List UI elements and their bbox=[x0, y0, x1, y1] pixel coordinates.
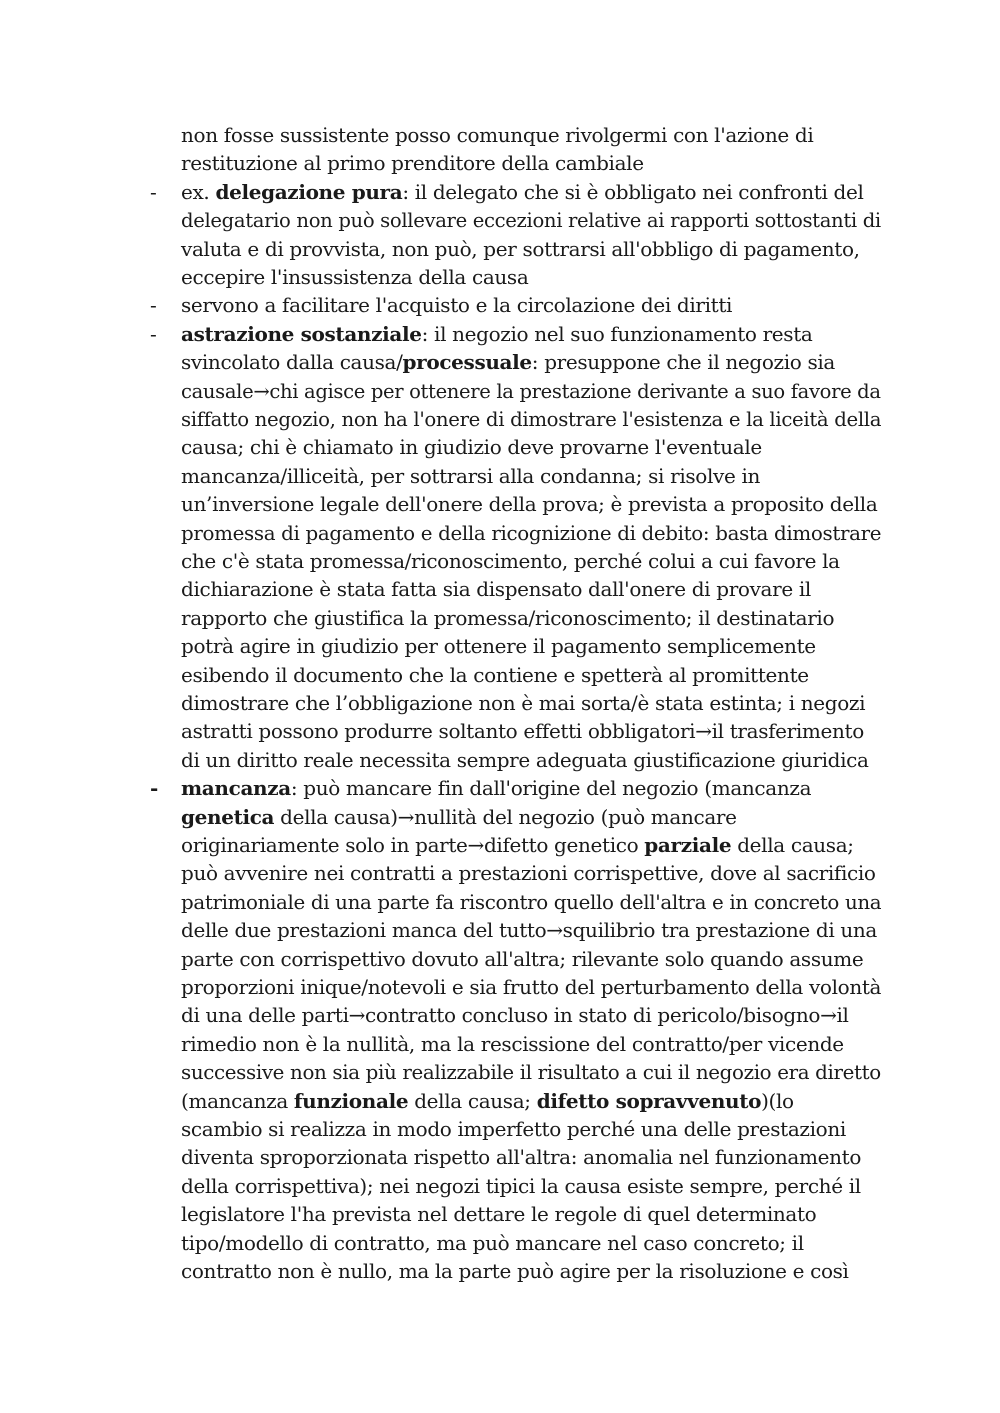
text-run: ex. bbox=[181, 179, 216, 204]
text-run: della causa)→nullità del negozio (può mancare bbox=[274, 804, 737, 829]
text-run: rimedio non è la nullità, ma la rescissione del contratto/per vicende bbox=[181, 1031, 844, 1056]
text-line bbox=[181, 689, 881, 717]
text-line bbox=[181, 746, 881, 774]
text-run: valuta e di provvista, non può, per sottrarsi all'obbligo di pagamento, bbox=[181, 236, 860, 261]
bold-term: mancanza bbox=[181, 776, 291, 801]
text-run: non fosse sussistente posso comunque rivolgermi con l'azione di bbox=[181, 123, 814, 147]
list-item bbox=[181, 291, 881, 319]
text-line bbox=[181, 263, 881, 291]
text-run: rapporto che giustifica la promessa/riconoscimento; il destinatario bbox=[181, 605, 835, 630]
bold-term: delegazione pura bbox=[215, 179, 403, 204]
text-line bbox=[181, 149, 881, 177]
list-item bbox=[181, 320, 881, 775]
text-line bbox=[181, 1172, 881, 1200]
text-line bbox=[181, 1001, 881, 1029]
text-line bbox=[181, 1087, 881, 1115]
text-run: proporzioni inique/notevoli e sia frutto del perturbamento della volontà bbox=[181, 975, 882, 1000]
list-bullet: - bbox=[150, 321, 157, 346]
text-line bbox=[181, 888, 882, 916]
text-line bbox=[181, 831, 881, 859]
text-line bbox=[181, 1229, 881, 1257]
text-run: delegatario non può sollevare eccezioni relative ai rapporti sottostanti di bbox=[181, 208, 881, 233]
text-run: un’inversione legale dell'onere della prova; è prevista a proposito della bbox=[181, 492, 878, 517]
text-run: svincolato dalla causa/ bbox=[181, 350, 403, 375]
text-run: diventa sproporzionata rispetto all'altra: anomalia nel funzionamento bbox=[181, 1145, 862, 1170]
paragraph-continuation bbox=[181, 121, 881, 178]
text-line bbox=[181, 547, 881, 575]
text-run: della causa; bbox=[408, 1088, 537, 1113]
text-line bbox=[181, 973, 881, 1001]
text-run: : può mancare fin dall'origine del negozio (mancanza bbox=[290, 776, 812, 801]
text-line bbox=[181, 291, 881, 319]
bold-term: parziale bbox=[644, 833, 732, 857]
text-line bbox=[181, 462, 881, 490]
text-run: restituzione al primo prenditore della cambiale bbox=[181, 151, 644, 176]
text-run: (mancanza bbox=[181, 1088, 294, 1113]
bold-term: genetica bbox=[181, 804, 275, 829]
text-run: astratti possono produrre soltanto effetti obbligatori→il trasferimento bbox=[181, 719, 864, 744]
text-run: causa; chi è chiamato in giudizio deve provarne l'eventuale bbox=[181, 435, 762, 460]
text-line bbox=[181, 575, 881, 603]
list-item bbox=[181, 774, 881, 1285]
text-run: potrà agire in giudizio per ottenere il pagamento semplicemente bbox=[181, 634, 816, 659]
text-run: successive non sia più realizzabile il risultato a cui il negozio era diretto bbox=[181, 1060, 881, 1085]
text-line bbox=[181, 178, 881, 206]
text-run: patrimoniale di una parte fa riscontro quello dell'altra e in concreto una bbox=[181, 889, 882, 914]
list-item bbox=[181, 178, 881, 292]
text-run: mancanza/illiceità, per sottrarsi alla condanna; si risolve in bbox=[181, 463, 761, 488]
list-bullet: - bbox=[150, 776, 159, 801]
text-run: delle due prestazioni manca del tutto→squilibrio tra prestazione di una bbox=[181, 918, 878, 943]
text-run: della corrispettiva); nei negozi tipici la causa esiste sempre, perché il bbox=[181, 1173, 861, 1198]
text-line bbox=[181, 206, 881, 234]
text-line bbox=[181, 661, 881, 689]
text-line bbox=[181, 1257, 881, 1285]
text-run: può avvenire nei contratti a prestazioni corrispettive, dove al sacrificio bbox=[181, 861, 876, 886]
text-line bbox=[181, 405, 882, 433]
text-run: originariamente solo in parte→difetto genetico bbox=[181, 833, 645, 857]
text-line bbox=[181, 235, 881, 263]
text-line bbox=[181, 945, 881, 973]
text-run: di un diritto reale necessita sempre adeguata giustificazione giuridica bbox=[181, 747, 869, 772]
text-line bbox=[181, 774, 881, 802]
text-run: siffatto negozio, non ha l'onere di dimostrare l'esistenza e la liceità della bbox=[181, 407, 882, 432]
text-run: che c'è stata promessa/riconoscimento, perché colui a cui favore la bbox=[181, 549, 840, 574]
text-run: : il negozio nel suo funzionamento resta bbox=[421, 321, 813, 346]
text-line bbox=[181, 348, 881, 376]
text-line bbox=[181, 320, 881, 348]
text-run: servono a facilitare l'acquisto e la circolazione dei diritti bbox=[181, 293, 733, 318]
text-run: della causa; bbox=[731, 833, 854, 857]
text-line bbox=[181, 604, 881, 632]
text-run: : il delegato che si è obbligato nei confronti del bbox=[402, 179, 864, 204]
text-run: : presuppone che il negozio sia bbox=[531, 350, 836, 375]
text-line bbox=[181, 916, 881, 944]
text-line bbox=[181, 519, 882, 547]
text-line bbox=[181, 1115, 881, 1143]
text-line bbox=[181, 717, 881, 745]
text-run: legislatore l'ha prevista nel dettare le regole di quel determinato bbox=[181, 1202, 817, 1227]
text-line bbox=[181, 803, 881, 831]
text-line bbox=[181, 859, 881, 887]
text-line bbox=[181, 1058, 881, 1086]
text-run: scambio si realizza in modo imperfetto perché una delle prestazioni bbox=[181, 1117, 846, 1142]
text-run: parte con corrispettivo dovuto all'altra; rilevante solo quando assume bbox=[181, 946, 864, 971]
text-run: di una delle parti→contratto concluso in stato di pericolo/bisogno→il bbox=[181, 1003, 849, 1028]
text-line bbox=[181, 1200, 881, 1228]
text-line bbox=[181, 632, 881, 660]
list-bullet: - bbox=[150, 293, 157, 318]
text-run: causale→chi agisce per ottenere la prestazione derivante a suo favore da bbox=[181, 378, 881, 403]
text-run: eccepire l'insussistenza della causa bbox=[181, 265, 529, 290]
text-run: esibendo il documento che la contiene e spetterà al promittente bbox=[181, 662, 809, 687]
text-line bbox=[181, 377, 881, 405]
bold-term: difetto sopravvenuto bbox=[536, 1088, 762, 1113]
list-bullet: - bbox=[150, 179, 157, 204]
text-line bbox=[181, 1030, 881, 1058]
text-line bbox=[181, 490, 881, 518]
text-line bbox=[181, 121, 881, 149]
text-run: tipo/modello di contratto, ma può mancare nel caso concreto; il bbox=[181, 1230, 804, 1255]
bold-term: funzionale bbox=[293, 1088, 409, 1113]
bold-term: processuale bbox=[402, 350, 532, 375]
text-run: )(lo bbox=[761, 1088, 794, 1113]
text-line bbox=[181, 1143, 881, 1171]
bold-term: astrazione sostanziale bbox=[181, 321, 422, 346]
text-run: dichiarazione è stata fatta sia dispensato dall'onere di provare il bbox=[181, 577, 811, 602]
text-line bbox=[181, 433, 881, 461]
text-run: dimostrare che l’obbligazione non è mai sorta/è stata estinta; i negozi bbox=[181, 691, 866, 716]
text-run: contratto non è nullo, ma la parte può agire per la risoluzione e così bbox=[181, 1259, 849, 1284]
text-run: promessa di pagamento e della ricognizione di debito: basta dimostrare bbox=[181, 520, 882, 545]
